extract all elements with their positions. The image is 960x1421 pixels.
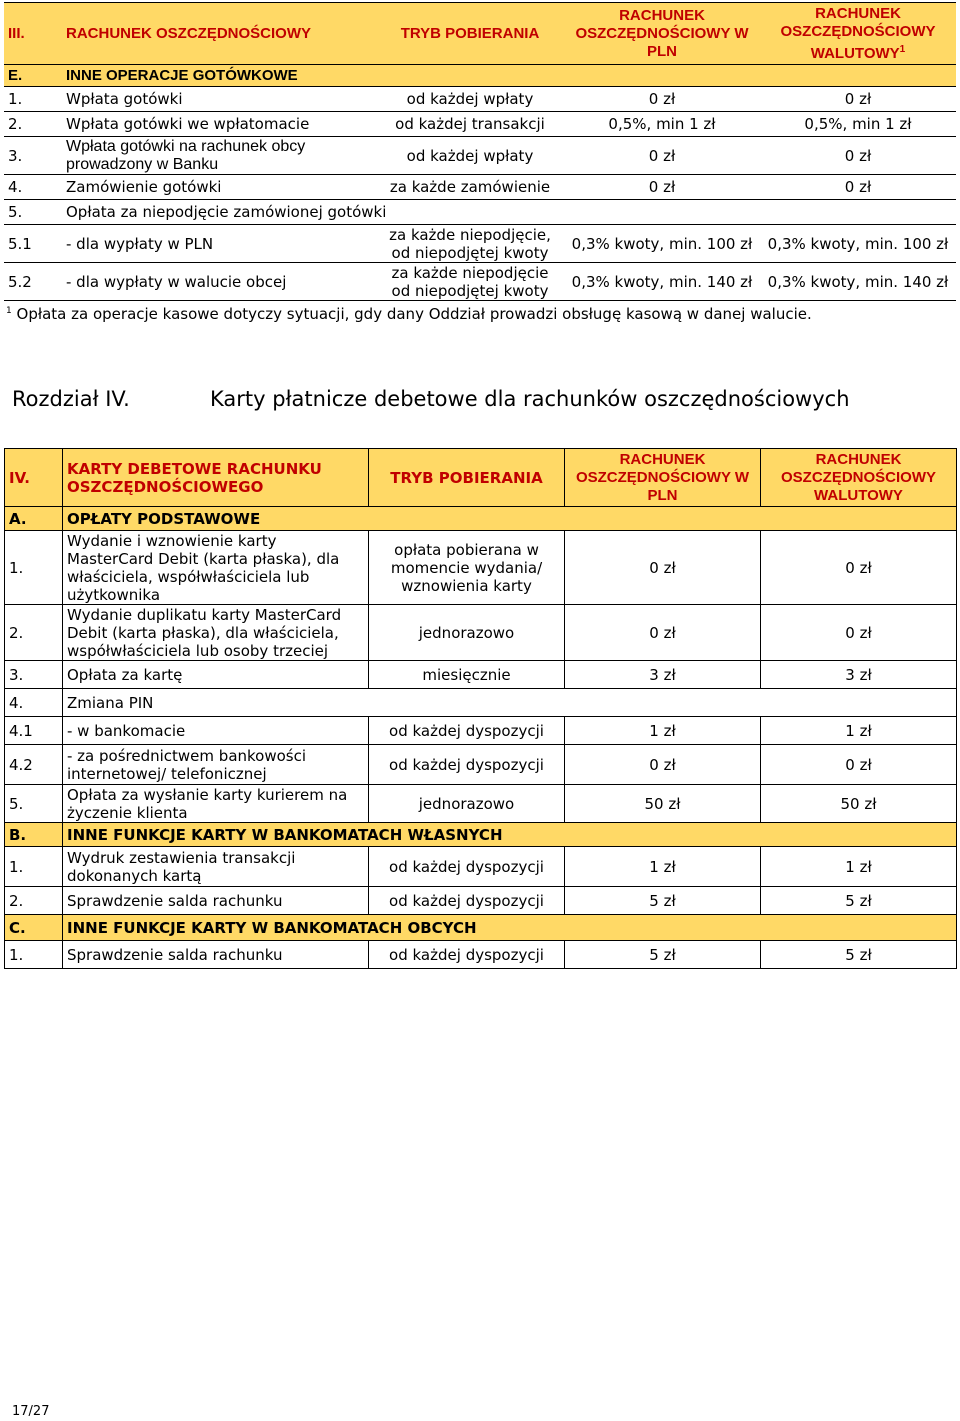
row-name: Zmiana PIN [63, 689, 957, 717]
row-mode: od każdej dyspozycji [369, 847, 565, 887]
row-name: Wydanie duplikatu karty MasterCard Debit (karta płaska), dla właściciela, współwłaściciela lub osoby trzeciej [63, 605, 369, 661]
row-number: 1. [5, 531, 63, 605]
row-number: 4.2 [5, 745, 63, 785]
table-row [4, 87, 956, 112]
row-mode: miesięcznie [369, 661, 565, 689]
row-number: 5. [4, 200, 62, 225]
table-row [5, 605, 957, 661]
row-number: 1. [4, 87, 62, 112]
row-mode: od każdej wpłaty [376, 137, 564, 175]
header-pln-column: RACHUNEK OSZCZĘDNOŚCIOWY W PLN [565, 449, 761, 507]
row-fx-fee: 1 zł [761, 847, 957, 887]
row-fx-fee: 0 zł [760, 87, 956, 112]
footnote [6, 302, 812, 323]
row-pln-fee: 3 zł [565, 661, 761, 689]
header-mode: TRYB POBIERANIA [369, 449, 565, 507]
row-fx-fee: 0 zł [760, 137, 956, 175]
row-name: Sprawdzenie salda rachunku [63, 887, 369, 915]
header-fx-column [760, 3, 956, 65]
row-name: - dla wypłaty w walucie obcej [62, 263, 376, 301]
row-pln-fee: 0 zł [565, 745, 761, 785]
row-number: 4. [4, 175, 62, 200]
row-mode: od każdej wpłaty [376, 87, 564, 112]
row-name: - w bankomacie [63, 717, 369, 745]
table-row [4, 200, 956, 225]
table-header-row [4, 3, 956, 65]
table-row [5, 887, 957, 915]
table-row [5, 717, 957, 745]
row-mode: za każde niepodjęcie, od niepodjętej kwoty [376, 225, 564, 263]
row-number: 2. [5, 887, 63, 915]
header-section-title: RACHUNEK OSZCZĘDNOŚCIOWY [62, 3, 376, 65]
row-name: Zamówienie gotówki [62, 175, 376, 200]
row-number: 5. [5, 785, 63, 823]
row-pln-fee: 1 zł [565, 847, 761, 887]
row-pln-fee: 50 zł [565, 785, 761, 823]
row-number: 5.1 [4, 225, 62, 263]
row-name: Wydruk zestawienia transakcji dokonanych kartą [63, 847, 369, 887]
row-pln-fee: 0,3% kwoty, min. 140 zł [564, 263, 760, 301]
row-number: 2. [4, 112, 62, 137]
row-number: 2. [5, 605, 63, 661]
row-fx-fee: 0,5%, min 1 zł [760, 112, 956, 137]
row-pln-fee: 5 zł [565, 887, 761, 915]
table-header-row [5, 449, 957, 507]
row-mode: jednorazowo [369, 605, 565, 661]
chapter-label: Rozdział IV. [12, 387, 130, 411]
row-name: - za pośrednictwem bankowości internetowej/ telefonicznej [63, 745, 369, 785]
row-pln-fee: 0 zł [565, 605, 761, 661]
table-row [5, 689, 957, 717]
footnote-marker: 1 [899, 43, 906, 55]
section-title: INNE OPERACJE GOTÓWKOWE [62, 65, 956, 87]
chapter-title: Karty płatnicze debetowe dla rachunków oszczędnościowych [210, 387, 850, 411]
section-row [4, 65, 956, 87]
row-pln-fee: 5 zł [565, 941, 761, 969]
header-section-number: IV. [5, 449, 63, 507]
row-pln-fee: 0 zł [565, 531, 761, 605]
row-fx-fee: 5 zł [761, 887, 957, 915]
row-mode: od każdej dyspozycji [369, 717, 565, 745]
section-title: INNE FUNKCJE KARTY W BANKOMATACH WŁASNYCH [63, 823, 957, 847]
footnote-marker: 1 [6, 306, 12, 316]
row-mode: opłata pobierana w momencie wydania/ wznowienia karty [369, 531, 565, 605]
row-pln-fee: 0 zł [564, 87, 760, 112]
table-row [4, 112, 956, 137]
header-pln-column: RACHUNEK OSZCZĘDNOŚCIOWY W PLN [564, 3, 760, 65]
row-mode: od każdej dyspozycji [369, 941, 565, 969]
table-row [4, 175, 956, 200]
table-row [5, 745, 957, 785]
table-row [5, 941, 957, 969]
section-number: A. [5, 507, 63, 531]
row-name: Opłata za wysłanie karty kurierem na życzenie klienta [63, 785, 369, 823]
table-row [5, 785, 957, 823]
row-name: Wpłata gotówki [62, 87, 376, 112]
row-number: 1. [5, 847, 63, 887]
header-mode: TRYB POBIERANIA [376, 3, 564, 65]
row-pln-fee: 1 zł [565, 717, 761, 745]
table-row [5, 847, 957, 887]
row-number: 3. [4, 137, 62, 175]
row-fx-fee: 0 zł [760, 175, 956, 200]
fee-table-debit-cards [4, 448, 957, 969]
row-mode: jednorazowo [369, 785, 565, 823]
row-pln-fee: 0 zł [564, 175, 760, 200]
row-number: 5.2 [4, 263, 62, 301]
row-mode: od każdej dyspozycji [369, 887, 565, 915]
row-name: Wydanie i wznowienie karty MasterCard Debit (karta płaska), dla właściciela, współwłaściciela lub użytkownika [63, 531, 369, 605]
row-name: - dla wypłaty w PLN [62, 225, 376, 263]
row-fx-fee: 0 zł [761, 605, 957, 661]
table-row [4, 225, 956, 263]
row-fx-fee: 0,3% kwoty, min. 140 zł [760, 263, 956, 301]
section-number: C. [5, 915, 63, 941]
row-pln-fee: 0,3% kwoty, min. 100 zł [564, 225, 760, 263]
table-row [4, 263, 956, 301]
row-fx-fee: 3 zł [761, 661, 957, 689]
section-row [5, 823, 957, 847]
row-fx-fee: 5 zł [761, 941, 957, 969]
row-fx-fee: 0,3% kwoty, min. 100 zł [760, 225, 956, 263]
row-name: Wpłata gotówki na rachunek obcy prowadzony w Banku [62, 137, 376, 175]
table-row [5, 661, 957, 689]
row-number: 4. [5, 689, 63, 717]
row-pln-fee: 0,5%, min 1 zł [564, 112, 760, 137]
header-fx-label: RACHUNEK OSZCZĘDNOŚCIOWY WALUTOWY [780, 4, 936, 62]
row-mode: od każdej transakcji [376, 112, 564, 137]
row-mode: za każde niepodjęcie od niepodjętej kwoty [376, 263, 564, 301]
row-fx-fee: 1 zł [761, 717, 957, 745]
section-title: INNE FUNKCJE KARTY W BANKOMATACH OBCYCH [63, 915, 957, 941]
footnote-text: Opłata za operacje kasowe dotyczy sytuacji, gdy dany Oddział prowadzi obsługę kasową w danej walucie. [16, 305, 812, 323]
page-number: 17/27 [12, 1404, 50, 1419]
section-row [5, 915, 957, 941]
row-pln-fee: 0 zł [564, 137, 760, 175]
row-name: Opłata za niepodjęcie zamówionej gotówki [62, 200, 956, 225]
row-fx-fee: 0 zł [761, 531, 957, 605]
header-section-title: KARTY DEBETOWE RACHUNKU OSZCZĘDNOŚCIOWEGO [63, 449, 369, 507]
row-mode: od każdej dyspozycji [369, 745, 565, 785]
table-row [5, 531, 957, 605]
row-number: 1. [5, 941, 63, 969]
row-fx-fee: 0 zł [761, 745, 957, 785]
section-title: OPŁATY PODSTAWOWE [63, 507, 957, 531]
row-name: Wpłata gotówki we wpłatomacie [62, 112, 376, 137]
row-name: Sprawdzenie salda rachunku [63, 941, 369, 969]
row-number: 4.1 [5, 717, 63, 745]
row-number: 3. [5, 661, 63, 689]
row-fx-fee: 50 zł [761, 785, 957, 823]
section-row [5, 507, 957, 531]
section-number: E. [4, 65, 62, 87]
table-row [4, 137, 956, 175]
row-mode: za każde zamówienie [376, 175, 564, 200]
header-fx-column: RACHUNEK OSZCZĘDNOŚCIOWY WALUTOWY [761, 449, 957, 507]
header-section-number: III. [4, 3, 62, 65]
row-name: Opłata za kartę [63, 661, 369, 689]
fee-table-savings-cash [4, 2, 956, 301]
section-number: B. [5, 823, 63, 847]
